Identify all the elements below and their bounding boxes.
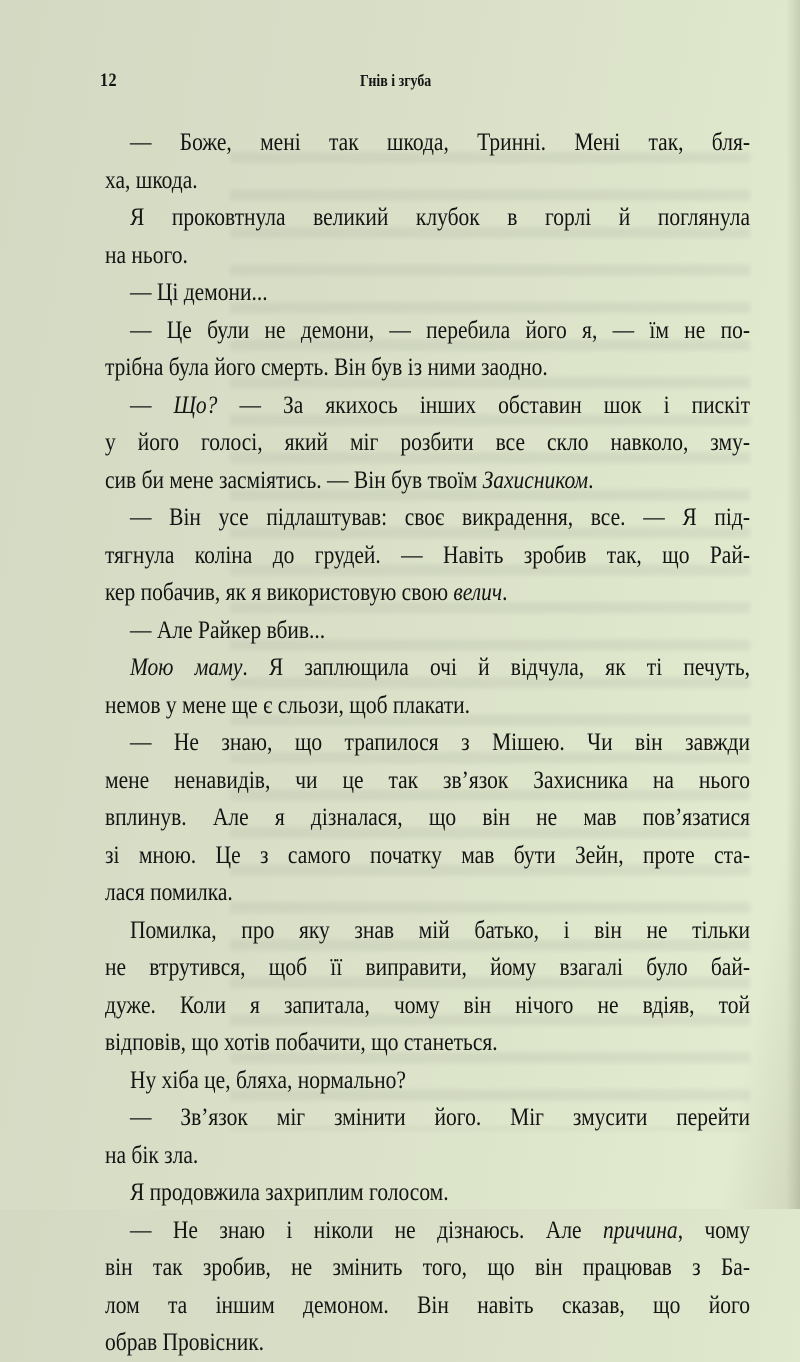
italic-text: Що? bbox=[173, 391, 218, 419]
text-segment: тягнула коліна до грудей. — Навіть зробив так, що Рай- bbox=[105, 541, 750, 569]
text-segment: кер побачив, як я використовую свою bbox=[105, 579, 454, 606]
text-line bbox=[105, 1174, 750, 1212]
text-line bbox=[105, 1249, 750, 1287]
text-line bbox=[105, 949, 750, 987]
page-edge-shadow bbox=[786, 0, 800, 1209]
text-line bbox=[105, 1287, 750, 1325]
text-segment: на бік зла. bbox=[105, 1141, 199, 1169]
text-segment: Помилка, про яку знав мій батько, і він не тільки bbox=[129, 916, 750, 944]
text-segment: — Ці демони... bbox=[129, 279, 268, 306]
text-segment: відповів, що хотів побачити, що станеться. bbox=[105, 1029, 498, 1056]
text-segment: вплинув. Але я дізналася, що він не мав пов’язатися bbox=[105, 804, 750, 831]
text-line bbox=[105, 387, 750, 425]
text-line bbox=[105, 1099, 750, 1137]
text-line bbox=[105, 649, 750, 687]
text-line bbox=[105, 274, 750, 312]
text-segment: ха, шкода. bbox=[105, 166, 198, 194]
text-line bbox=[105, 1137, 750, 1175]
text-segment: Ну хіба це, бляха, нормально? bbox=[129, 1066, 406, 1094]
text-line bbox=[105, 312, 750, 350]
text-line bbox=[105, 837, 750, 875]
body-text bbox=[105, 124, 750, 1362]
text-line bbox=[105, 237, 750, 275]
italic-text: Мою маму bbox=[129, 654, 243, 681]
text-segment: Я проковтнула великий клубок в горлі й поглянула bbox=[129, 204, 750, 231]
text-segment: — За якихось інших обставин шок і пискіт bbox=[217, 391, 751, 419]
text-segment: , чому bbox=[677, 1216, 750, 1244]
text-segment: дуже. Коли я запитала, чому він нічого не вдіяв, той bbox=[105, 991, 750, 1019]
text-line bbox=[105, 199, 750, 237]
book-title: Гнів і згуба bbox=[360, 71, 432, 90]
text-line bbox=[105, 574, 750, 612]
text-segment: лом та іншим демоном. Він навіть сказав, що його bbox=[105, 1291, 750, 1319]
italic-text: велич bbox=[453, 579, 503, 606]
text-line bbox=[105, 799, 750, 837]
text-line bbox=[105, 612, 750, 650]
text-line bbox=[105, 762, 750, 800]
text-line bbox=[105, 162, 750, 200]
italic-text: Захисником bbox=[482, 466, 589, 494]
text-segment: мене ненавидів, чи це так зв’язок Захисника на нього bbox=[105, 766, 750, 794]
page-number: 12 bbox=[100, 70, 117, 91]
text-segment: на нього. bbox=[105, 241, 188, 269]
text-segment: Я продовжила захриплим голосом. bbox=[129, 1179, 449, 1206]
text-line bbox=[105, 987, 750, 1025]
text-line bbox=[105, 537, 750, 575]
text-segment: — Зв’язок міг змінити його. Міг змусити перейти bbox=[129, 1104, 750, 1131]
text-segment: — bbox=[129, 391, 174, 419]
text-segment: . bbox=[502, 579, 508, 606]
italic-text: причина bbox=[603, 1216, 678, 1244]
text-line bbox=[105, 124, 750, 162]
running-header bbox=[0, 70, 800, 94]
text-line bbox=[105, 912, 750, 950]
text-line bbox=[105, 462, 750, 500]
text-line bbox=[105, 1324, 750, 1362]
text-line bbox=[105, 1024, 750, 1062]
text-segment: обрав Провісник. bbox=[105, 1329, 265, 1356]
text-segment: трібна була його смерть. Він був із ними заодно. bbox=[105, 354, 548, 381]
text-line bbox=[105, 874, 750, 912]
text-segment: він так зробив, не змінить того, що він працював з Ба- bbox=[105, 1254, 750, 1281]
text-segment: зі мною. Це з самого початку мав бути Зейн, проте ста- bbox=[105, 841, 750, 869]
text-line bbox=[105, 349, 750, 387]
text-segment: — Боже, мені так шкода, Тринні. Мені так, бля- bbox=[129, 129, 750, 156]
text-segment: сив би мене засміятись. — Він був твоїм bbox=[105, 466, 483, 494]
text-segment: — Він усе підлаштував: своє викрадення, все. — Я під- bbox=[129, 504, 750, 531]
text-line bbox=[105, 424, 750, 462]
text-line bbox=[105, 687, 750, 725]
text-line bbox=[105, 1062, 750, 1100]
text-line bbox=[105, 1212, 750, 1250]
text-segment: . bbox=[588, 466, 594, 494]
text-segment: — Але Райкер вбив... bbox=[129, 616, 326, 644]
text-segment: лася помилка. bbox=[105, 879, 233, 906]
text-segment: не втрутився, щоб її виправити, йому взагалі було бай- bbox=[105, 954, 750, 981]
text-line bbox=[105, 499, 750, 537]
text-segment: — Це були не демони, — перебила його я, — їм не по- bbox=[129, 316, 750, 344]
text-segment: . Я заплющила очі й відчула, як ті печуть, bbox=[242, 654, 750, 681]
text-line bbox=[105, 724, 750, 762]
text-segment: — Не знаю, що трапилося з Мішею. Чи він завжди bbox=[129, 729, 750, 756]
text-segment: немов у мене ще є сльози, щоб плакати. bbox=[105, 691, 471, 719]
text-segment: у його голосі, який міг розбити все скло навколо, зму- bbox=[105, 429, 750, 456]
text-segment: — Не знаю і ніколи не дізнаюсь. Але bbox=[129, 1216, 604, 1244]
